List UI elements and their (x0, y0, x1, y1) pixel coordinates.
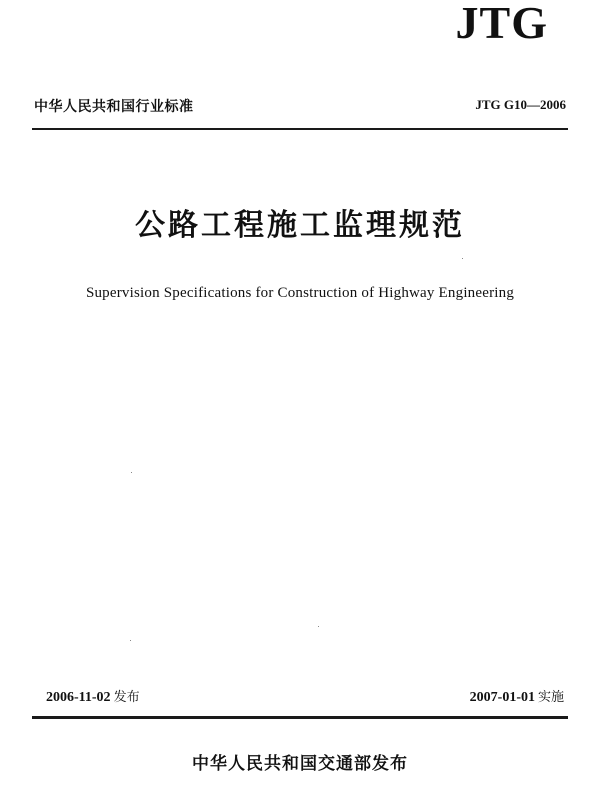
scan-speck (131, 472, 132, 473)
effective-label: 实施 (537, 690, 564, 705)
issue-label: 发布 (113, 690, 140, 705)
industry-standard-label: 中华人民共和国行业标准 (34, 99, 194, 115)
standard-code: JTG G10—2006 (475, 97, 566, 112)
header-divider (32, 128, 568, 130)
effective-date: 2007-01-01 (469, 690, 535, 705)
jtg-logo: JTG (455, 0, 548, 48)
issue-date: 2006-11-02 (46, 690, 111, 705)
scan-speck (130, 640, 131, 641)
scan-speck (318, 626, 319, 627)
dates-row (46, 686, 564, 706)
effective-date-block (470, 686, 564, 706)
issue-date-block (46, 686, 140, 706)
footer-divider (32, 716, 568, 719)
scan-speck (462, 258, 463, 259)
publisher: 中华人民共和国交通部发布 (192, 754, 408, 774)
header-row (34, 96, 566, 116)
page-title-english: Supervision Specifications for Construction of Highway Engineering (85, 285, 515, 301)
page-title-chinese: 公路工程施工监理规范 (135, 208, 465, 243)
